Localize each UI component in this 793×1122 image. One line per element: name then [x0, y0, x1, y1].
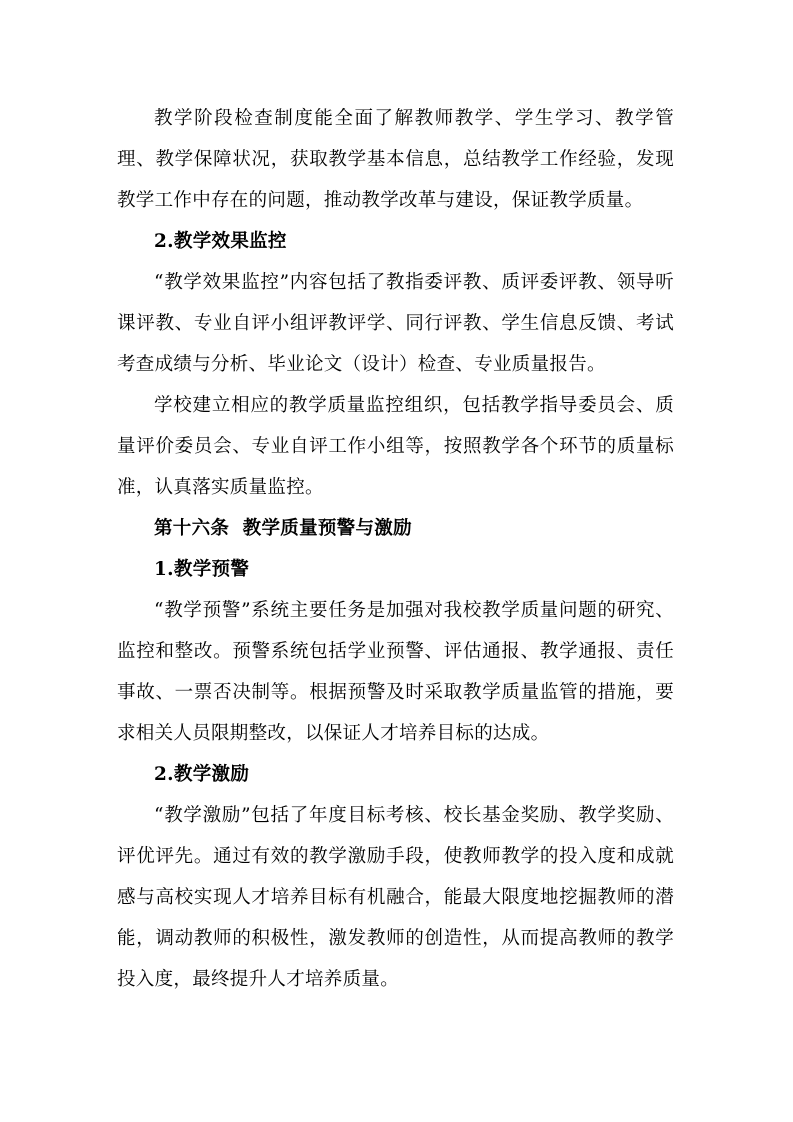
document-page — [117, 98, 674, 1000]
heading-teaching-warning: 1.教学预警 — [154, 559, 250, 580]
heading-teaching-incentive: 2.教学激励 — [154, 764, 250, 785]
paragraph-monitoring-organization: 学校建立相应的教学质量监控组织，包括教学指导委员会、质量评价委员会、专业自评工作小组等，按照教学各个环节的质量标准，认真落实质量监控。 — [117, 395, 674, 498]
heading-article-16: 第十六条 教学质量预警与激励 — [154, 518, 412, 539]
paragraph-incentive-content: “教学激励”包括了年度目标考核、校长基金奖励、教学奖励、评优评先。通过有效的教学激励手段，使教师教学的投入度和成就感与高校实现人才培养目标有机融合，能最大限度地挖掘教师的潜能，调动教师的积极性，激发教师的创造性，从而提高教师的教学投入度，最终提升人才培养质量。 — [117, 805, 674, 990]
paragraph-effect-monitoring-content: “教学效果监控”内容包括了教指委评教、质评委评教、领导听课评教、专业自评小组评教评学、同行评教、学生信息反馈、考试考查成绩与分析、毕业论文（设计）检查、专业质量报告。 — [117, 272, 674, 375]
paragraph-stage-inspection: 教学阶段检查制度能全面了解教师教学、学生学习、教学管理、教学保障状况，获取教学基本信息，总结教学工作经验，发现教学工作中存在的问题，推动教学改革与建设，保证教学质量。 — [117, 108, 674, 211]
paragraph-warning-system: “教学预警”系统主要任务是加强对我校教学质量问题的研究、监控和整改。预警系统包括学业预警、评估通报、教学通报、责任事故、一票否决制等。根据预警及时采取教学质量监管的措施，要求相关人员限期整改，以保证人才培养目标的达成。 — [117, 600, 674, 744]
heading-teaching-effect-monitoring: 2.教学效果监控 — [154, 231, 287, 252]
